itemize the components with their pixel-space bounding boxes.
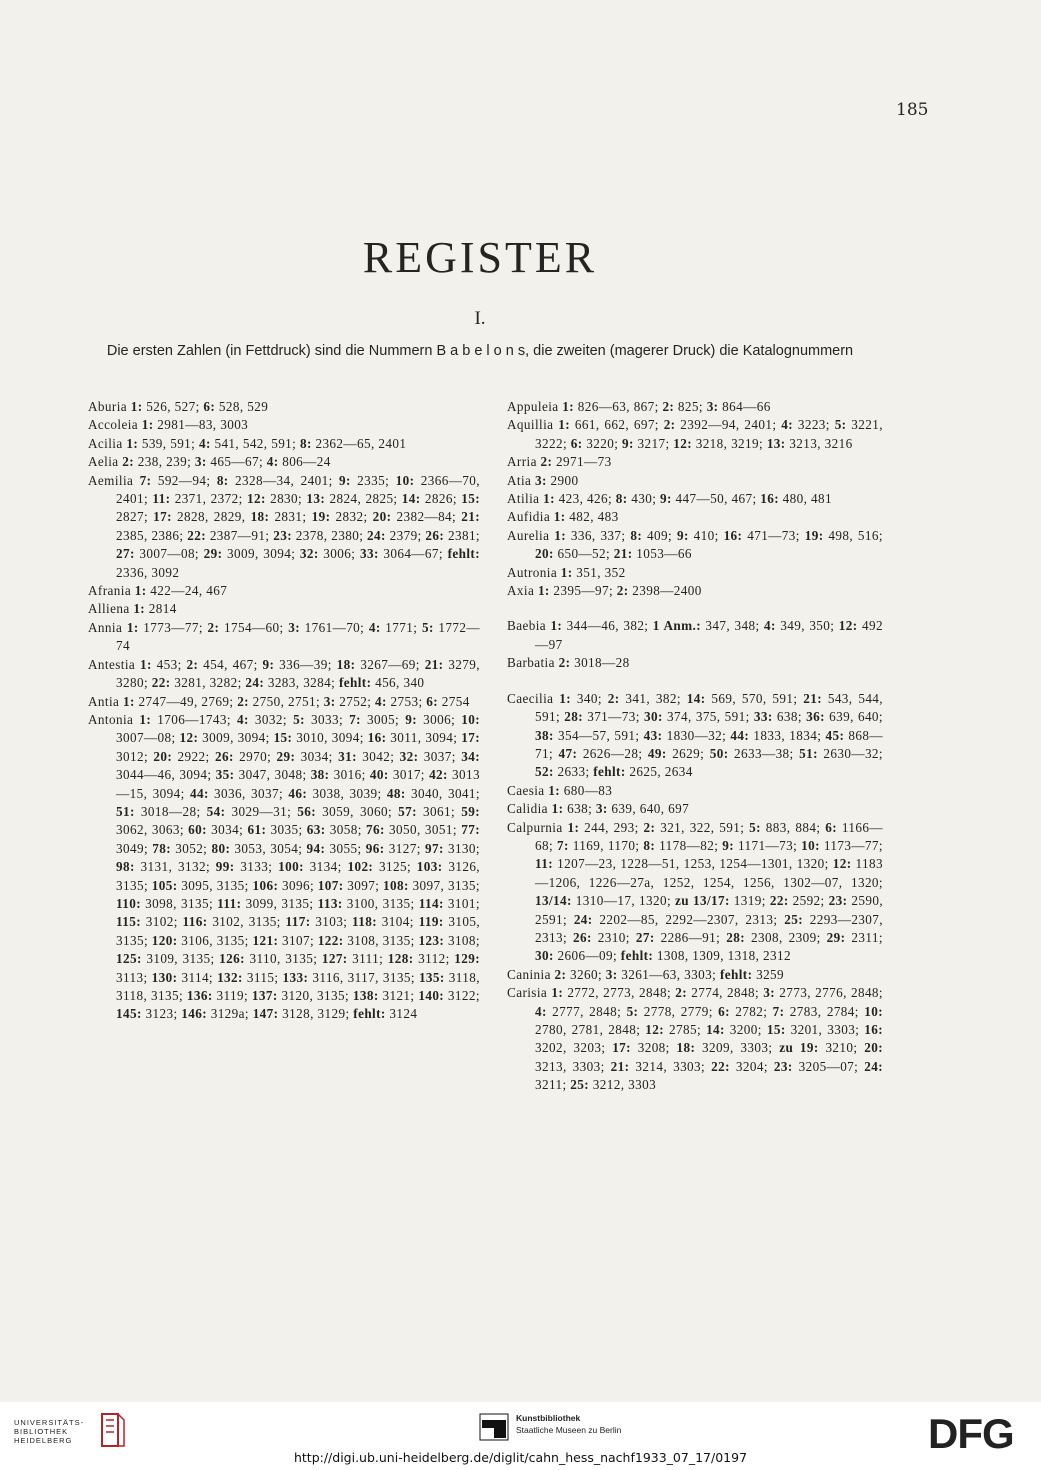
register-entry: Carisia 1: 2772, 2773, 2848; 2: 2774, 2848; 3: 2773, 2776, 2848; 4: 2777, 2848; 5: 2778, 2779; 6: 2782; 7: 2783, 2784; 10: 2780, 2781, 2848; 12: 2785; 14: 3200; 15: 3201, 3303; 16: 3202, 3203; 17: 3208; 18: 3209, 3303; zu 19: 3210; 20: 3213, 3303; 21: 3214, 3303; 22: 3204; 23: 3205—07; 24: 3211; 25: 3212, 3303 <box>507 985 884 1093</box>
register-entry: Arria 2: 2971—73 <box>507 454 612 470</box>
footer-bar <box>0 1402 1041 1470</box>
register-entry: Annia 1: 1773—77; 2: 1754—60; 3: 1761—70; 4: 1771; 5: 1772—74 <box>88 619 480 654</box>
register-entry: Atia 3: 2900 <box>507 472 579 488</box>
register-entry: Axia 1: 2395—97; 2: 2398—2400 <box>507 583 702 599</box>
register-entry: Calidia 1: 638; 3: 639, 640, 697 <box>507 801 690 817</box>
library-line: UNIVERSITÄTS- <box>14 1418 85 1427</box>
register-entry: Appuleia 1: 826—63, 867; 2: 825; 3: 864—66 <box>507 399 771 414</box>
dfg-logo: DFG <box>928 1410 1014 1457</box>
register-entry: Alliena 1: 2814 <box>88 601 177 617</box>
kunstbibliothek-label <box>516 1412 621 1436</box>
page-title: REGISTER <box>362 233 598 282</box>
register-entry: Aelia 2: 238, 239; 3: 465—67; 4: 806—24 <box>88 454 331 470</box>
register-entry: Atilia 1: 423, 426; 8: 430; 9: 447—50, 467; 16: 480, 481 <box>507 491 833 507</box>
register-column-left <box>88 398 480 1024</box>
register-entry: Aquillia 1: 661, 662, 697; 2: 2392—94, 2401; 4: 3223; 5: 3221, 3222; 6: 3220; 9: 3217; 12: 3218, 3219; 13: 3213, 3216 <box>507 417 883 451</box>
register-entry: Accoleia 1: 2981—83, 3003 <box>88 417 249 433</box>
register-entry: Aburia 1: 526, 527; 6: 528, 529 <box>88 399 269 414</box>
section-number: I. <box>474 308 486 329</box>
register-entry: Acilia 1: 539, 591; 4: 541, 542, 591; 8: 2362—65, 2401 <box>88 435 407 451</box>
university-library-label <box>14 1418 84 1445</box>
register-entry: Aurelia 1: 336, 337; 8: 409; 9: 410; 16: 471—73; 19: 498, 516; 20: 650—52; 21: 1053—66 <box>507 527 883 562</box>
kb-subtitle: Staatliche Museen zu Berlin <box>516 1425 622 1435</box>
page-number: 185 <box>896 100 929 120</box>
register-entry: Barbatia 2: 3018—28 <box>507 655 630 671</box>
kb-title: Kunstbibliothek <box>516 1413 581 1423</box>
register-entry: Afrania 1: 422—24, 467 <box>88 583 228 599</box>
library-line: HEIDELBERG <box>14 1436 73 1445</box>
register-entry: Calpurnia 1: 244, 293; 2: 321, 322, 591; 5: 883, 884; 6: 1166—68; 7: 1169, 1170; 8: 1178—82; 9: 1171—73; 10: 1173—77; 11: 1207—23, 1228—51, 1253, 1254—1301, 1320; 12: 1183—1206, 1226—27a, 1252, 1254, 1256, 1302—07, 1320; 13/14: 1310—17, 1320; zu 13/17: 1319; 22: 2592; 23: 2590, 2591; 24: 2202—85, 2292—2307, 2313; 25: 2293—2307, 2313; 26: 2310; 27: 2286—91; 28: 2308, 2309; 29: 2311; 30: 2606—09; fehlt: 1308, 1309, 1318, 2312 <box>507 819 884 964</box>
register-entry: Caecilia 1: 340; 2: 341, 382; 14: 569, 570, 591; 21: 543, 544, 591; 28: 371—73; 30: 374, 375, 591; 33: 638; 36: 639, 640; 38: 354—57, 591; 43: 1830—32; 44: 1833, 1834; 45: 868—71; 47: 2626—28; 49: 2629; 50: 2633—38; 51: 2630—32; 52: 2633; fehlt: 2625, 2634 <box>507 690 883 780</box>
register-entry: Antia 1: 2747—49, 2769; 2: 2750, 2751; 3: 2752; 4: 2753; 6: 2754 <box>88 693 470 709</box>
library-line: BIBLIOTHEK <box>14 1427 69 1436</box>
register-entry: Caesia 1: 680—83 <box>507 782 613 798</box>
university-logo-icon <box>96 1410 126 1450</box>
register-entry: Caninia 2: 3260; 3: 3261—63, 3303; fehlt: 3259 <box>507 966 785 982</box>
register-entry: Baebia 1: 344—46, 382; 1 Anm.: 347, 348; 4: 349, 350; 12: 492—97 <box>507 618 883 652</box>
register-explanation: Die ersten Zahlen (in Fettdruck) sind die Nummern B a b e l o n s, die zweiten (magerer Druck) die Katalognummern <box>106 343 854 359</box>
permalink-url[interactable]: http://digi.ub.uni-heidelberg.de/diglit/cahn_hess_nachf1933_07_17/0197 <box>293 1450 748 1465</box>
register-entry: Antonia 1: 1706—1743; 4: 3032; 5: 3033; 7: 3005; 9: 3006; 10: 3007—08; 12: 3009, 3094; 15: 3010, 3094; 16: 3011, 3094; 17: 3012; 20: 2922; 26: 2970; 29: 3034; 31: 3042; 32: 3037; 34: 3044—46, 3094; 35: 3047, 3048; 38: 3016; 40: 3017; 42: 3013—15, 3094; 44: 3036, 3037; 46: 3038, 3039; 48: 3040, 3041; 51: 3018—28; 54: 3029—31; 56: 3059, 3060; 57: 3061; 59: 3062, 3063; 60: 3034; 61: 3035; 63: 3058; 76: 3050, 3051; 77: 3049; 78: 3052; 80: 3053, 3054; 94: 3055; 96: 3127; 97: 3130; 98: 3131, 3132; 99: 3133; 100: 3134; 102: 3125; 103: 3126, 3135; 105: 3095, 3135; 106: 3096; 107: 3097; 108: 3097, 3135; 110: 3098, 3135; 111: 3099, 3135; 113: 3100, 3135; 114: 3101; 115: 3102; 116: 3102, 3135; 117: 3103; 118: 3104; 119: 3105, 3135; 120: 3106, 3135; 121: 3107; 122: 3108, 3135; 123: 3108; 125: 3109, 3135; 126: 3110, 3135; 127: 3111; 128: 3112; 129: 3113; 130: 3114; 132: 3115; 133: 3116, 3117, 3135; 135: 3118, 3118, 3135; 136: 3119; 137: 3120, 3135; 138: 3121; 140: 3122; 145: 3123; 146: 3129a; 147: 3128, 3129; fehlt: 3124 <box>88 711 481 1022</box>
register-entry: Antestia 1: 453; 2: 454, 467; 9: 336—39; 18: 3267—69; 21: 3279, 3280; 22: 3281, 3282; 24: 3283, 3284; fehlt: 456, 340 <box>88 656 480 691</box>
kunstbibliothek-logo-icon <box>478 1412 510 1442</box>
register-entry: Autronia 1: 351, 352 <box>507 564 626 580</box>
register-column-right <box>507 398 883 1095</box>
register-entry: Aufidia 1: 482, 483 <box>507 509 619 525</box>
register-entry: Aemilia 7: 592—94; 8: 2328—34, 2401; 9: 2335; 10: 2366—70, 2401; 11: 2371, 2372; 12: 2830; 13: 2824, 2825; 14: 2826; 15: 2827; 17: 2828, 2829, 18: 2831; 19: 2832; 20: 2382—84; 21: 2385, 2386; 22: 2387—91; 23: 2378, 2380; 24: 2379; 26: 2381; 27: 3007—08; 29: 3009, 3094; 32: 3006; 33: 3064—67; fehlt: 2336, 3092 <box>88 472 480 580</box>
